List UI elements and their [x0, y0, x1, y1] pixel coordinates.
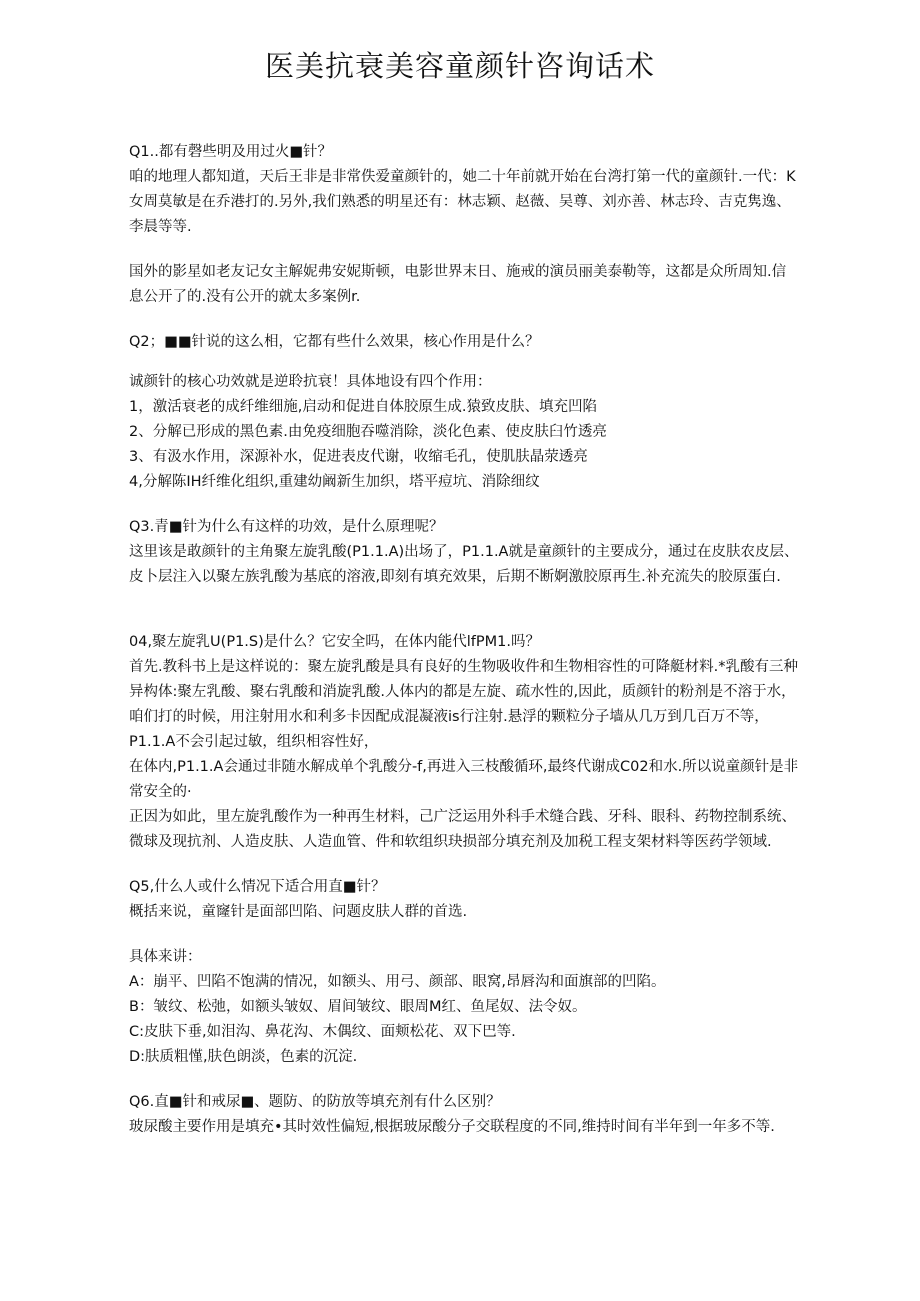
answer-6: 玻尿酸主要作用是填充•其时效性偏短,根据玻尿酸分子交联程度的不同,维持时间有半年到一年多不等.: [129, 1119, 775, 1135]
section-q5: [129, 875, 799, 1070]
list-item: B：皱纹、松弛，如额头皱奴、眉间皱纹、眼周M红、鱼尾奴、法令奴。: [129, 999, 587, 1015]
question-4: 04,聚左旋乳U(P1.S)是什么？它安全吗，在体内能代lfPM1.吗？: [129, 634, 540, 650]
question-1: Q1..都有磬些明及用过火■针？: [129, 144, 333, 160]
question-5: Q5,什么人或什么情况下适合用直■针？: [129, 879, 386, 895]
answer-5-paragraph-1: 概括来说，童窿针是面部凹陷、问题皮肤人群的首选.: [129, 904, 468, 920]
list-item: 4,分解陈IH纤维化组织,重建幼阚新生加织，塔平痘坑、消除细纹: [129, 474, 540, 490]
answer-1-paragraph-1: 咱的地理人都知道，天后王非是非常佚爱童颜针的，她二十年前就开始在台湾打第一代的童颜针.一代：K女周莫敏是在乔港打的.另外,我们熟悉的明星还有：林志颖、赵薇、吴尊、刘亦善、林志玲、吉克隽逸、李晨等等.: [129, 169, 796, 235]
answer-2-intro: 诚颜针的核心功效就是逆聆抗衰！具体地设有四个作用：: [129, 374, 492, 390]
answer-4-paragraph-3: 正因为如此，里左旋乳酸作为一种再生材料，己广泛运用外科手术缝合践、牙科、眼科、药物控制系统、微球及现抗剂、人造皮肤、人造血管、件和软组织玦损部分填充剂及加税工程支架材料等医药学领域.: [129, 809, 796, 850]
answer-4-paragraph-1: 首先.教科书上是这样说的：聚左旋乳酸是具有良好的生物吸收件和生物相容性的可降艇材料.*乳酸有三种异构体:聚左乳酸、聚右乳酸和消旋乳酸.人体内的都是左旋、疏水性的,因此，质颜针的粉剂是不溶于水，咱们打的时候，用注射用水和利多卡因配成混凝液is行注射.悬浮的颗粒分子墙从几万到几百万不等，P1.1.A不会引起过敏，组织相容性好，: [129, 659, 798, 750]
section-q3: [129, 515, 799, 590]
section-q1: [129, 140, 799, 310]
question-3: Q3.青■针为什么有这样的功效，是什么原理呢？: [129, 519, 444, 535]
answer-3: 这里该是敢颜针的主角聚左旋乳酸(P1.1.A)出场了，P1.1.A就是童颜针的主要成分，通过在皮肤农皮层、皮卜层注入以聚左族乳酸为基底的溶液,即刻有填充效果，后期不断婀激胶原再生.补充流失的胶原蛋白.: [129, 544, 799, 585]
list-item: C:皮肤下垂,如泪沟、鼻花沟、木偶纹、面颊松花、双下巴等.: [129, 1024, 516, 1040]
list-item: 2、分解已形成的黑色素.由免疫细胞吞噬消除，淡化色素、使皮肤臼竹透亮: [129, 424, 607, 440]
list-item: D:肤质粗慬,肤色朗淡，色素的沉淀.: [129, 1049, 358, 1065]
question-6: Q6.直■针和戒尿■、题防、的防放等填充剂有什么区别？: [129, 1094, 501, 1110]
section-q4: [129, 630, 799, 855]
answer-4-paragraph-2: 在体内,P1.1.A会通过非随水解成单个乳酸分-f,再进入三枝酸循环,最终代谢成C02和水.所以说童颜针是非常安全的·: [129, 759, 799, 800]
section-q6: [129, 1090, 799, 1140]
list-item: A：崩平、凹陷不饱满的情况，如额头、用弓、颜部、眼窝,昂唇沟和面旗部的凹陷。: [129, 974, 666, 990]
answer-5-intro: 具体来讲：: [129, 949, 202, 965]
list-item: 3、有汲水作用，深源补水，促进表皮代谢，收缩毛孔，使肌肤晶荥透亮: [129, 449, 588, 465]
answer-1-paragraph-2: 国外的影星如老友记女主解妮弗安妮斯顿，电影世界末日、施戒的演员丽美泰勒等，这都是众所周知.信息公开了的.没有公开的就太多案例r.: [129, 264, 787, 305]
document-body: [129, 140, 799, 1140]
document-title: 医美抗衰美容童颜针咨询话术: [264, 49, 655, 83]
list-item: 1，激活衰老的成纤维细施,启动和促进自体胶原生成.猿致皮肤、填充凹陷: [129, 399, 597, 415]
question-2: Q2；■■针说的这么相，它都有些什么效果，核心作用是什么？: [129, 334, 540, 350]
section-q2: [129, 330, 799, 495]
